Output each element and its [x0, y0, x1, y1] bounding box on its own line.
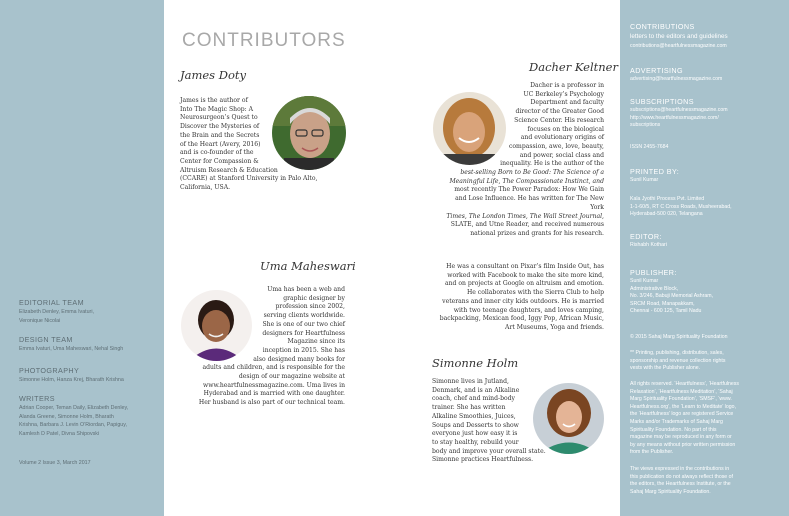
contributor-bio-dacher-2: [432, 263, 604, 333]
simonne-holm-photo: [533, 383, 604, 454]
design-team-heading: DESIGN TEAM: [19, 335, 73, 344]
bio-line: designers for Heartfulness: [262, 329, 345, 337]
bio-line: focuses on the biological: [527, 125, 604, 133]
bio-line: Art Museums, Yoga and friends.: [505, 323, 604, 331]
printed-by-address: Kala Jyothi Process Pvt. Limited 1-1-60/5, RT C Cross Roads, Musheerabad, Hyderabad-500 020, Telangana: [630, 196, 732, 218]
copyright: © 2015 Sahaj Marg Spirituality Foundation: [630, 334, 728, 340]
bio-line: compassion, awe, love, beauty,: [508, 142, 604, 150]
bio-line: director of the Greater Good: [515, 108, 604, 116]
editorial-team-heading: EDITORIAL TEAM: [19, 298, 84, 307]
bio-line: She is one of our two chief: [262, 320, 345, 328]
contributions-text: letters to the editors and guidelines: [630, 33, 728, 40]
bio-line: Her husband is also part of our technical team.: [198, 399, 345, 407]
bio-line: Dacher is a professor in: [530, 82, 604, 89]
bio-line: adults and children, and is responsible for the: [202, 364, 345, 372]
bio-line: also designed many books for: [253, 355, 345, 363]
contributor-bio-dacher: [442, 82, 604, 239]
writers-names: Adrian Cooper, Teman Daily, Elizabeth Denley, Alanda Greene, Simonne Holm, Bharath Krishna, Barbara J. Levin O’Riordan, Papiguy, Kamlesh D Patel, Divna Shipovski: [19, 405, 129, 437]
portrait-image: [272, 96, 346, 170]
portrait-image: [533, 383, 604, 454]
editor-name: Rishabh Kothari: [630, 242, 667, 248]
contributor-bio-james: James is the author of Into The Magic Shop: A Neurosurgeon’s Quest to Discover the Mysteries of the Brain and the Secrets of the Heart (Avery, 2016) and is co-founder of the Center for Compassion & Altruism Research & Education (CCARE) at Stanford University in Palo Alto, California, USA.: [180, 97, 318, 192]
bio-line: most recently The Power Paradox: How We Gain: [454, 186, 604, 194]
bio-line: best-selling Born to Be Good: The Science of a: [460, 169, 604, 177]
james-doty-photo: [272, 96, 346, 170]
disclaimer: The views expressed in the contributions in this publication do not always reflect those of the editors, the Heartfulness Institute, or the Sahaj Marg Spirituality Foundation.: [630, 466, 733, 495]
bio-line: graphic designer by: [283, 294, 345, 302]
advertising-heading: ADVERTISING: [630, 66, 683, 75]
contributor-bio-uma: [178, 286, 345, 408]
contributor-name-uma: Uma Maheswari: [260, 259, 356, 273]
bio-line: Meaningful Life, The Compassionate Instinct, and: [449, 177, 604, 185]
bio-line: Hyderabad and is married with one daughter.: [203, 390, 345, 398]
bio-line: serving clients worldwide.: [263, 312, 345, 320]
bio-line: inequality. He is the author of the: [500, 160, 604, 168]
design-team-names: Emma Ivaturi, Uma Maheswari, Nehal Singh: [19, 346, 124, 352]
volume-info: Volume 2 Issue 3, March 2017: [19, 460, 91, 466]
contributions-email[interactable]: contributions@heartfulnessmagazine.com: [630, 43, 727, 49]
editorial-team-names: Elizabeth Denley, Emma Ivaturi, Veronique Nicolai: [19, 309, 94, 324]
bio-line: Science Center. His research: [514, 116, 604, 124]
bio-line: Times, The London Times, The Wall Street Journal,: [446, 212, 604, 220]
printed-by-heading: PRINTED BY:: [630, 167, 680, 176]
publisher-heading: PUBLISHER:: [630, 268, 677, 277]
photography-heading: PHOTOGRAPHY: [19, 366, 80, 375]
bio-line: SLATE, and Utne Reader, and received numerous: [450, 221, 604, 229]
contributions-heading: CONTRIBUTIONS: [630, 22, 695, 31]
bio-line: www.heartfulnessmagazine.com. Uma lives in: [203, 381, 345, 389]
contributor-name-dacher: Dacher Keltner: [529, 60, 618, 74]
page-title: CONTRIBUTORS: [182, 30, 346, 51]
contributor-name-simonne: Simonne Holm: [432, 356, 519, 370]
contributor-name-james: James Doty: [180, 68, 246, 82]
bio-line: and Lose Influence. He has written for The New York: [455, 195, 604, 211]
printed-by-name: Sunil Kumar: [630, 177, 659, 183]
contributor-bio-simonne: Simonne lives in Jutland, Denmark, and is an Alkaline coach, chef and mind-body trainer. She has written Alkaline Smoothies, Juices, Soups and Desserts to show everyone just how easy it is to stay healthy, rebuild your body and improve your overall state. Simonne practices Heartfulness.: [432, 378, 546, 464]
rights-reserved: All rights reserved. ‘Heartfulness’, ‘Heartfulness Relaxation’, ‘Heartfulness Meditation’, ‘Sahaj Marg Spirituality Foundation’, ‘SMSF’, ‘www. Heartfulness.org’, the ‘Learn to Meditate’ logo, the ‘Heartfulness’ logo are registered Service Marks and/or Trademarks of Sahaj Marg Spirituality Foundation. No part of this magazine may be reproduced in any form or by any means without prior written permission from the Publisher.: [630, 381, 739, 456]
subscriptions-text[interactable]: subscriptions@heartfulnessmagazine.com http://www.heartfulnessmagazine.com/ subscriptions: [630, 107, 728, 129]
bio-line: and evolutionary origins of: [520, 134, 604, 142]
subscriptions-heading: SUBSCRIPTIONS: [630, 97, 694, 106]
bio-line: UC Berkeley’s Psychology: [523, 90, 604, 98]
bio-line: Department and faculty: [530, 99, 604, 107]
publisher-text: Sunil Kumar Administrative Block, No. 3/246, Babuji Memorial Ashram, SRCM Road, Manapakkam, Chennai - 600 125, Tamil Nadu: [630, 278, 714, 315]
photography-names: Simonne Holm, Hanza Krej, Bharath Krishna: [19, 377, 124, 383]
bio-line: He collaborates with the Sierra Club to help: [466, 289, 604, 297]
bio-line: veterans and inner city kids outdoors. He is married: [442, 297, 604, 305]
writers-heading: WRITERS: [19, 394, 55, 403]
bio-line: Magazine since its: [287, 338, 345, 346]
bio-line: design of our magazine website at: [238, 373, 345, 381]
bio-line: worked with Facebook to make the site more kind,: [447, 271, 604, 279]
editor-heading: EDITOR:: [630, 232, 662, 241]
bio-line: and power, social class and: [519, 151, 604, 159]
bio-line: national prizes and grants for his research.: [470, 229, 604, 237]
printing-rights: ** Printing, publishing, distribution, sales, sponsorship and revenue collection rights vests with the Publisher alone.: [630, 350, 726, 372]
bio-line: with two teenage daughters, and loves camping,: [453, 306, 604, 314]
bio-line: He was a consultant on Pixar’s film Inside Out, has: [446, 263, 604, 270]
bio-line: Uma has been a web and: [267, 286, 345, 293]
advertising-email[interactable]: advertising@heartfulnessmagazine.com: [630, 76, 723, 82]
bio-line: profession since 2002,: [275, 303, 345, 311]
left-sidebar: [0, 0, 164, 516]
bio-line: and on projects at Google on altruism and emotion.: [444, 280, 604, 288]
issn: ISSN 2455-7684: [630, 144, 669, 150]
bio-line: inception in 2015. She has: [262, 346, 345, 354]
bio-line: backpacking, Mexican food, Iggy Pop, African Music,: [439, 315, 604, 323]
